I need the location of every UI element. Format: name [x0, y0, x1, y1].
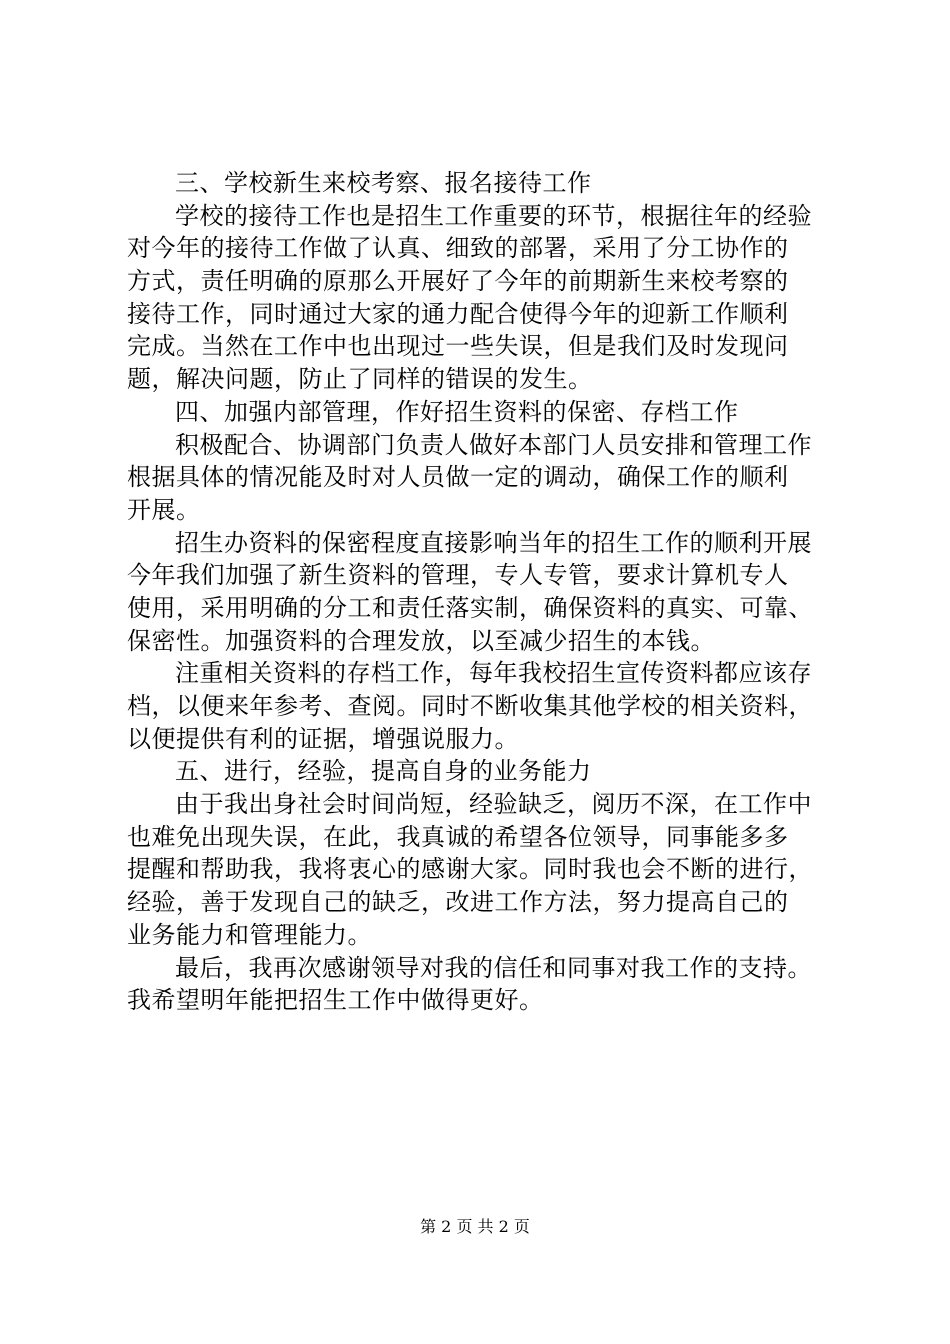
- text-line: 最后，我再次感谢领导对我的信任和同事对我工作的支持。: [175, 953, 812, 982]
- text-line: 提醒和帮助我，我将衷心的感谢大家。同时我也会不断的进行，: [127, 855, 813, 884]
- text-line: 我希望明年能把招生工作中做得更好。: [127, 986, 544, 1015]
- text-line: 经验，善于发现自己的缺乏，改进工作方法，努力提高自己的: [127, 888, 789, 917]
- document-body: [127, 167, 827, 1017]
- text-line: 招生办资料的保密程度直接影响当年的招生工作的顺利开展: [175, 528, 812, 557]
- text-line: 方式，责任明确的原那么开展好了今年的前期新生来校考察的: [127, 267, 789, 296]
- text-line: 接待工作，同时通过大家的通力配合使得今年的迎新工作顺利: [127, 299, 789, 328]
- text-line: 对今年的接待工作做了认真、细致的部署，采用了分工协作的: [127, 234, 789, 263]
- text-line: 题，解决问题，防止了同样的错误的发生。: [127, 365, 593, 394]
- text-line: 四、加强内部管理，作好招生资料的保密、存档工作: [175, 397, 739, 426]
- text-line: 五、进行，经验，提高自身的业务能力: [175, 757, 592, 786]
- text-line: 积极配合、协调部门负责人做好本部门人员安排和管理工作: [175, 430, 812, 459]
- text-line: 档，以便来年参考、查阅。同时不断收集其他学校的相关资料，: [127, 692, 813, 720]
- text-line: 业务能力和管理能力。: [127, 920, 372, 949]
- text-line: 也难免出现失误，在此，我真诚的希望各位领导，同事能多多: [127, 822, 789, 851]
- text-line: 今年我们加强了新生资料的管理，专人专管，要求计算机专人: [127, 561, 789, 590]
- text-line: 由于我出身社会时间尚短，经验缺乏，阅历不深，在工作中: [175, 790, 812, 819]
- text-line: 开展。: [127, 495, 201, 524]
- text-line: 学校的接待工作也是招生工作重要的环节，根据往年的经验: [175, 201, 812, 230]
- text-line: 保密性。加强资料的合理发放，以至减少招生的本钱。: [127, 626, 715, 655]
- text-line: 完成。当然在工作中也出现过一些失误，但是我们及时发现问: [127, 332, 789, 361]
- text-line: 三、学校新生来校考察、报名接待工作: [175, 169, 592, 197]
- text-line: 以便提供有利的证据，增强说服力。: [127, 724, 519, 753]
- page-footer: 第 2 页 共 2 页: [420, 1217, 530, 1236]
- text-line: 注重相关资料的存档工作，每年我校招生宣传资料都应该存: [175, 659, 812, 688]
- text-line: 使用，采用明确的分工和责任落实制，确保资料的真实、可靠、: [127, 593, 813, 622]
- text-line: 根据具体的情况能及时对人员做一定的调动，确保工作的顺利: [127, 463, 789, 492]
